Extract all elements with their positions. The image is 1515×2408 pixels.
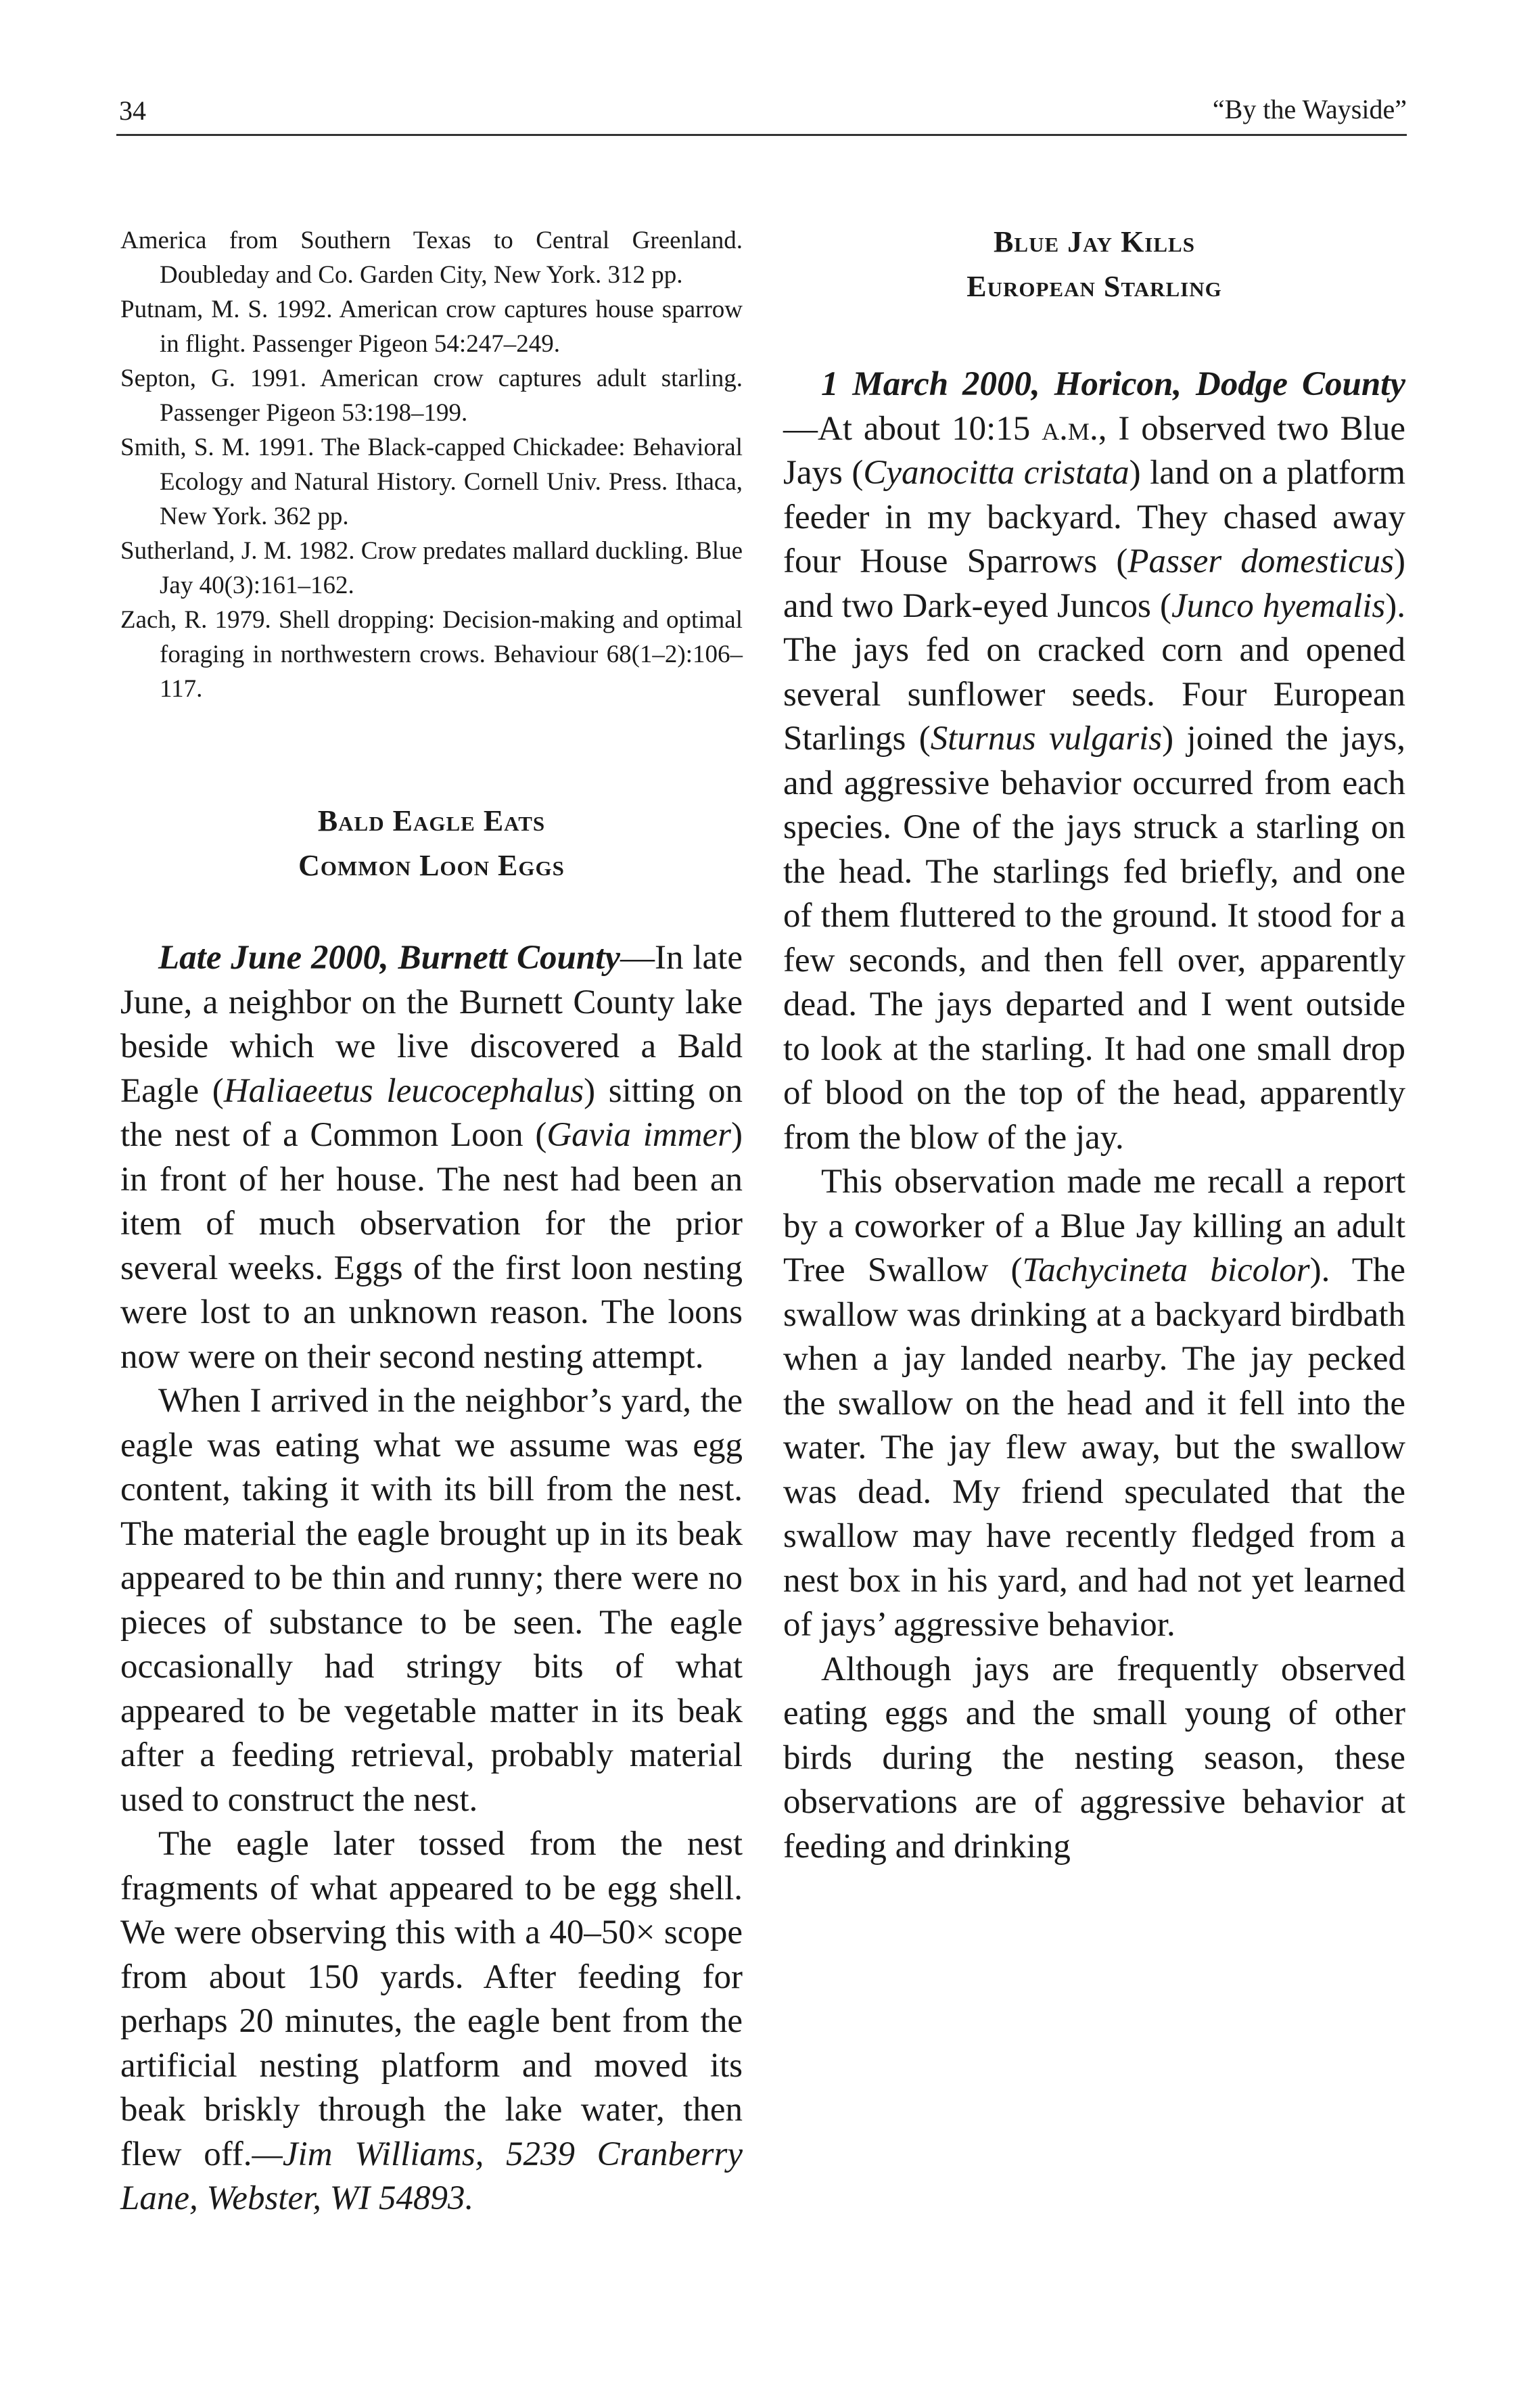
references-list bbox=[120, 223, 743, 706]
jay-dateline: 1 March 2000, Horicon, Dodge County bbox=[821, 365, 1405, 403]
scientific-name: Sturnus vulgaris bbox=[930, 720, 1163, 758]
jay-paragraph-3: Although jays are frequently observed eating eggs and the small young of other birds during the nesting season, these observations are of aggressive behavior at feeding and drinking bbox=[783, 1650, 1405, 1866]
eagle-paragraph-1: Late June 2000, Burnett County—In late June, a neighbor on the Burnett County lake beside which we live discovered a Bald Eagle (Haliaeetus leucocephalus) sitting on the nest of a Common Loon (Gavia immer) in front of her house. The nest had been an item of much observation for the prior several weeks. Eggs of the first loon nesting were lost to an unknown reason. The loons now were on their second nesting attempt. bbox=[120, 939, 743, 1376]
scientific-name: Cyanocitta cristata bbox=[863, 454, 1129, 492]
left-column bbox=[120, 223, 743, 2221]
jay-paragraph-2: This observation made me recall a report by a coworker of a Blue Jay killing an adult Tree Swallow (Tachycineta bicolor). The swallow was drinking at a backyard birdbath when a jay landed nearby. The jay pecked the swallow on the head and it fell into the water. The jay flew away, but the swallow was dead. My friend speculated that the swallow may have recently fledged from a nest box in his yard, and had not yet learned of jays’ aggressive behavior. bbox=[783, 1163, 1405, 1644]
running-head: “By the Wayside” bbox=[1212, 94, 1407, 124]
scientific-name: Gavia immer bbox=[546, 1116, 732, 1154]
page-number: 34 bbox=[119, 95, 146, 126]
reference-item: Septon, G. 1991. American crow captures adult starling. Passenger Pigeon 53:198–199. bbox=[120, 365, 743, 427]
reference-item: Putnam, M. S. 1992. American crow captures house sparrow in flight. Passenger Pigeon 54:247–249. bbox=[120, 296, 743, 358]
time-suffix: a.m. bbox=[1042, 409, 1098, 448]
jay-article-title bbox=[783, 220, 1405, 309]
eagle-paragraph-2: When I arrived in the neighbor’s yard, the eagle was eating what we assume was egg content, taking it with its bill from the nest. The material the eagle brought up in its beak appeared to be thin and runny; there were no pieces of substance to be seen. The eagle occasionally had stringy bits of what appeared to be vegetable matter in its beak after a feeding retrieval, probably material used to construct the nest. bbox=[120, 1382, 743, 1819]
eagle-article-title bbox=[120, 799, 743, 888]
eagle-paragraph-3: The eagle later tossed from the nest fragments of what appeared to be egg shell. We were observing this with a 40–50× scope from about 150 yards. After feeding for perhaps 20 minutes, the eagle bent from the artificial nesting platform and moved its beak briskly through the lake water, then flew off.—Jim Williams, 5239 Cranberry Lane, Webster, WI 54893. bbox=[120, 1825, 743, 2217]
scientific-name: Haliaeetus leucocephalus bbox=[223, 1071, 584, 1110]
eagle-title-line2: Common Loon Eggs bbox=[298, 849, 565, 882]
reference-item: Smith, S. M. 1991. The Black-capped Chickadee: Behavioral Ecology and Natural History. Cornell Univ. Press. Ithaca, New York. 362 pp. bbox=[120, 434, 743, 530]
jay-paragraph-1: 1 March 2000, Horicon, Dodge County—At about 10:15 a.m., I observed two Blue Jays (Cyanocitta cristata) land on a platform feeder in my backyard. They chased away four House Sparrows (Passer domesticus) and two Dark-eyed Juncos (Junco hyemalis). The jays fed on cracked corn and opened several sunflower seeds. Four European Starlings (Sturnus vulgaris) joined the jays, and aggressive behavior occurred from each species. One of the jays struck a starling on the head. The starlings fed briefly, and one of them fluttered to the ground. It stood for a few seconds, and then fell over, apparently dead. The jays departed and I went outside to look at the starling. It had one small drop of blood on the top of the head, apparently from the blow of the jay. bbox=[783, 365, 1406, 1157]
scientific-name: Tachycineta bicolor bbox=[1022, 1251, 1310, 1289]
eagle-article-body bbox=[120, 936, 743, 2221]
scientific-name: Junco hyemalis bbox=[1171, 586, 1386, 625]
jay-article-body bbox=[783, 363, 1405, 1869]
reference-item: Sutherland, J. M. 1982. Crow predates mallard duckling. Blue Jay 40(3):161–162. bbox=[120, 537, 743, 599]
jay-title-line1: Blue Jay Kills bbox=[994, 225, 1195, 258]
eagle-title-line1: Bald Eagle Eats bbox=[317, 804, 546, 837]
right-column bbox=[783, 220, 1405, 1869]
scientific-name: Passer domesticus bbox=[1127, 542, 1395, 580]
jay-title-line2: European Starling bbox=[966, 270, 1222, 303]
reference-item: Zach, R. 1979. Shell dropping: Decision-making and optimal foraging in northwestern crows. Behaviour 68(1–2):106–117. bbox=[120, 606, 743, 703]
eagle-dateline: Late June 2000, Burnett County bbox=[158, 939, 621, 977]
author-signature: —Jim Williams, 5239 Cranberry Lane, Webster, WI 54893. bbox=[120, 2135, 743, 2217]
page-header bbox=[116, 87, 1407, 136]
reference-item: America from Southern Texas to Central Greenland. Doubleday and Co. Garden City, New York. 312 pp. bbox=[120, 227, 743, 289]
